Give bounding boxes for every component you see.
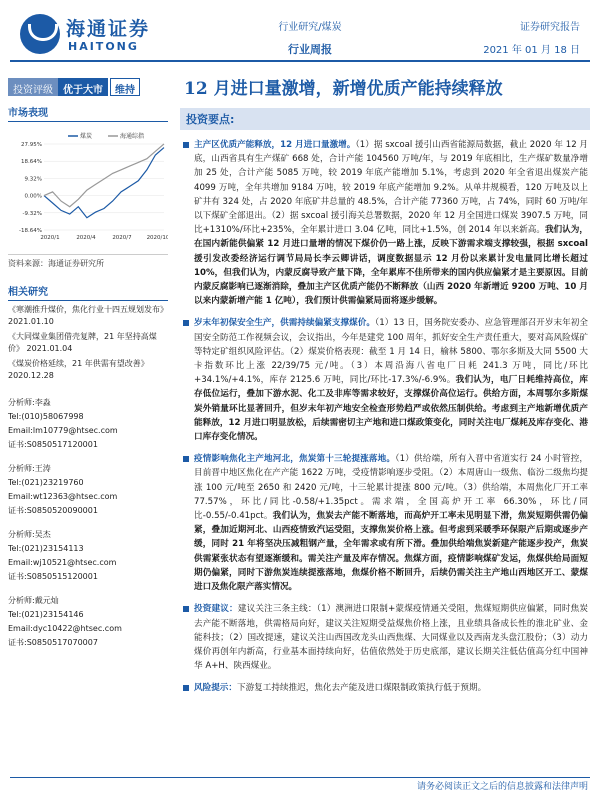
logo-chinese-name: 海通证券 xyxy=(66,18,151,40)
related-item[interactable]: 《煤炭价格延续，21 年供需有望改善》 2020.12.28 xyxy=(8,359,149,380)
analyst-block xyxy=(8,528,168,584)
y-tick-label: 27.95% xyxy=(21,142,42,148)
y-tick-label: -18.64% xyxy=(19,228,42,234)
analyst-role: 分析师:吴杰 xyxy=(8,530,51,539)
analyst-cert: 证书:S0850517120001 xyxy=(8,440,98,449)
paragraph-body: 下游复工持续推迟，焦化去产能及进口煤限制政策执行低于预期。 xyxy=(236,683,487,694)
chart-source: 资料来源：海通证券研究所 xyxy=(8,254,168,269)
paragraph-lead: 风险提示： xyxy=(194,683,237,694)
content-paragraph xyxy=(180,452,590,594)
paragraph-emphasis: 我们认为，在国内新能供偏紧 12 月进口量增的情况下煤价仍一路上涨，反映下游需求端支撑较强，根据 sxcoal 援引发改委经济运行调节局局长李云卿讲话，调度数据显示 12 月份以来累计发电量同比增长超过 10%，但我们认为，内蒙反腐导致产量下降，全年累库不佳所带来的国内供应偏紧才是主要原因。目前内蒙反腐影响已逐渐消除，叠加主产区优质产能仍不断释放（山西 2020 年新增近 9200 万吨、10 月以来内蒙新增产能 1 亿吨），我们预计供需偏紧局面将逐步缓解。 xyxy=(194,225,588,307)
analyst-email[interactable]: Email:dyc10422@htsec.com xyxy=(8,624,122,633)
company-logo xyxy=(20,12,170,58)
square-bullet-icon xyxy=(183,685,189,691)
x-tick-label: 2020/10 xyxy=(146,235,168,241)
rating-label: 投资评级 xyxy=(8,78,58,96)
legend-label: 煤炭 xyxy=(80,133,93,140)
square-bullet-icon xyxy=(183,456,189,462)
x-tick-label: 2020/1 xyxy=(40,235,60,241)
analyst-block xyxy=(8,396,168,452)
section-heading: 投资要点: xyxy=(180,108,590,130)
y-tick-label: 0.00% xyxy=(24,193,42,200)
paragraph-body: （1）13 日，国务院安委办、应急管理部召开岁末年初全国安全防范工作视频会议，会议指出，今年是建党 100 周年，抓好安全生产责任重大，要对高风险煤矿等特定矿组织风险评估。（2）煤炭价格表现：截至 1 月 14 日，榆林 5800、鄂尔多斯及大同 5500 大卡指数环比上涨 22/39/75 元/吨。（3）本周沿海八省电厂日耗 241.3 万吨，同比/环比+34.1%/+4.1%，库存 2125.6 万吨，同比/环比-17.3%/-6.9%。 xyxy=(194,318,588,386)
y-tick-label: 9.32% xyxy=(24,176,42,183)
paragraph-lead: 岁末年初保安全生产，供需持续偏紧支撑煤价。 xyxy=(194,318,375,329)
market-chart xyxy=(8,130,168,250)
disclaimer-footer: 请务必阅读正文之后的信息披露和法律声明 xyxy=(416,782,588,792)
analyst-list xyxy=(8,396,168,650)
paragraph-emphasis: 我们认为，焦炭去产能不断落地，而高炉开工率未见明显下滑，焦炭短期供需仍偏紧，叠加近期河北、山西疫情致汽运受阻，支撑焦炭价格上涨。但考虑到采暖季环保限产后期或逐步产缓，同时 21 年将坚决压减粗钢产量，全年需求或有所下滑。叠加供给端焦炭新建产能逐步投产，焦炭供需紧张状态有望逐渐缓和。需关注产量及库存情况。焦煤方面，疫情影响煤矿发运，焦煤供给局面短期仍偏紧，同时下游焦炭连续提涨落地，焦煤价格不断回升，后续仍需关注主产地山西地区开工、蒙煤进口及焦化限产落实情况。 xyxy=(194,511,588,593)
paragraph-lead: 主产区优质产能释放，12 月进口量激增。 xyxy=(194,140,356,150)
header-divider xyxy=(10,60,590,62)
content-paragraph xyxy=(180,681,590,695)
analyst-role: 分析师:戴元灿 xyxy=(8,596,59,605)
related-item[interactable]: 《大同煤业集团借壳复牌，21 年坚持高煤价》 2021.01.04 xyxy=(8,332,157,353)
paragraph-lead: 疫情影响焦化主产地河北，焦炭第十三轮提涨落地。 xyxy=(194,454,396,465)
analyst-cert: 证书:S0850520090001 xyxy=(8,506,98,515)
analyst-tel: Tel:(021)23219760 xyxy=(8,478,84,487)
analyst-block xyxy=(8,594,168,650)
report-type: 行业周报 xyxy=(288,43,332,56)
analyst-email[interactable]: Email:wj10521@htsec.com xyxy=(8,558,117,567)
analyst-cert: 证书:S0850517070007 xyxy=(8,638,98,647)
analyst-tel: Tel:(010)58067998 xyxy=(8,412,84,421)
market-heading: 市场表现 xyxy=(8,104,168,122)
industry-category: 行业研究/煤炭 xyxy=(278,22,342,33)
report-date: 2021 年 01 月 18 日 xyxy=(483,45,580,56)
paragraph-lead: 投资建议： xyxy=(194,604,238,615)
related-heading: 相关研究 xyxy=(8,283,168,301)
legend-label: 海通综指 xyxy=(120,133,145,140)
market-chart-svg xyxy=(8,130,168,250)
analyst-tel: Tel:(021)23154146 xyxy=(8,610,84,619)
report-kind: 证券研究报告 xyxy=(520,22,580,33)
sidebar xyxy=(8,104,168,660)
analyst-cert: 证书:S0850515120001 xyxy=(8,572,98,581)
y-tick-label: -9.32% xyxy=(22,210,42,217)
content-paragraph xyxy=(180,316,590,444)
paragraph-body: （1）据 sxcoal 援引山西省能源局数据，截止 2020 年 12 月底，山西省具有生产煤矿 668 处，合计产能 104560 万吨/年，与 2019 年底相比，生产煤矿数量净增加 25 处，合计产能 5085 万吨，较 2019 年底产能增加 5.1%，考虑到 2020 年全省退出煤炭产能 4099 万吨，全年共增加 9184 万吨，较 2019 年底产能增加 9.2%。从单井规模看，120 万吨及以上矿井有 324 处，占 2020 年底矿井总量的 48.5%，合计产能 77360 万吨，占 74%，同时 60 万吨/年以下煤矿全部退出。（2）据 sxcoal 援引海关总署数据，2020 年 12 月全国进口煤炭 3907.5 万吨，同比+1310%/环比+235%，全年累计进口 3.04 亿吨，同比+1.5%，创 2014 年以来新高。 xyxy=(194,140,589,236)
paragraph-body: 建议关注三条主线：（1）澳洲进口限制+蒙煤疫情通关受阻，焦煤短期供应偏紧，同时焦炭去产能不断落地，供需格局向好，建议关注短期受益煤焦价格上涨，且业绩具备成长性的淮北矿业、金能科技；（2）国改提速，建议关注山西国改龙头山西焦煤、大同煤业以及西南龙头盘江股份；（3）动力煤价再创年内新高，行业基本面持续向好，估值依然处于历史底部，建议长期关注低估值高分红中国神华 A+H、陕西煤业。 xyxy=(194,604,588,672)
report-meta xyxy=(483,18,580,56)
square-bullet-icon xyxy=(183,606,189,612)
analyst-tel: Tel:(021)23154113 xyxy=(8,544,84,553)
main-content xyxy=(180,108,590,696)
analyst-email[interactable]: Email:lm10779@htsec.com xyxy=(8,426,118,435)
y-tick-label: 18.64% xyxy=(21,159,42,166)
logo-emblem-icon xyxy=(20,14,60,54)
footer-divider xyxy=(10,777,590,778)
series-line xyxy=(44,144,164,207)
investment-rating xyxy=(8,78,140,96)
logo-english-name: HAITONG xyxy=(68,40,139,53)
page-title: 12 月进口量激增，新增优质产能持续释放 xyxy=(184,79,503,99)
series-line xyxy=(44,148,164,218)
rating-change: 维持 xyxy=(110,78,140,96)
page-header xyxy=(0,0,600,66)
square-bullet-icon xyxy=(183,320,189,326)
analyst-role: 分析师:李淼 xyxy=(8,398,51,407)
x-tick-label: 2020/4 xyxy=(76,235,96,241)
analyst-block xyxy=(8,462,168,518)
square-bullet-icon xyxy=(183,142,189,148)
rating-value: 优于大市 xyxy=(58,78,108,96)
content-paragraph xyxy=(180,602,590,673)
analyst-email[interactable]: Email:wt12363@htsec.com xyxy=(8,492,118,501)
related-research xyxy=(8,283,168,382)
x-tick-label: 2020/7 xyxy=(112,235,132,241)
paragraph-emphasis: 我们认为，电厂日耗维持高位，库存低位运行，叠加下游水泥、化工及非库等需求较好，支撑煤价高位运行。供给方面，本周鄂尔多斯煤炭外销量环比显著回升，但岁末年初产地安全检查形势趋严或依然压制供给。考虑到主产地新增优质产能释放，12 月进口明显放松，后续需密切主产地和进口煤政策变化，同时关注电厂煤耗及库存变化、港口库存变化情况。 xyxy=(194,375,588,443)
related-item[interactable]: 《寒潮推升煤价，焦化行业十四五规划发布》 2021.01.10 xyxy=(8,305,168,326)
content-paragraph xyxy=(180,138,590,308)
report-category xyxy=(250,18,370,57)
paragraph-body: （1）供给端，所有入晋中省道实行 24 小时管控，目前晋中地区焦化在产产能 1622 万吨，受疫情影响逐步受阻。（2）本周唐山一级焦、临汾二级焦均提涨 100 元/吨至 2650 和 2420 元/吨，十三轮累计提涨 800 元/吨。（3）供给端，本周焦化厂开工率 77.57%，环比/同比-0.58/+1.35pct。需求端，全国高炉开工率 66.30%，环比/同比-0.55/-0.41pct。 xyxy=(194,454,588,522)
analyst-role: 分析师:王涛 xyxy=(8,464,51,473)
